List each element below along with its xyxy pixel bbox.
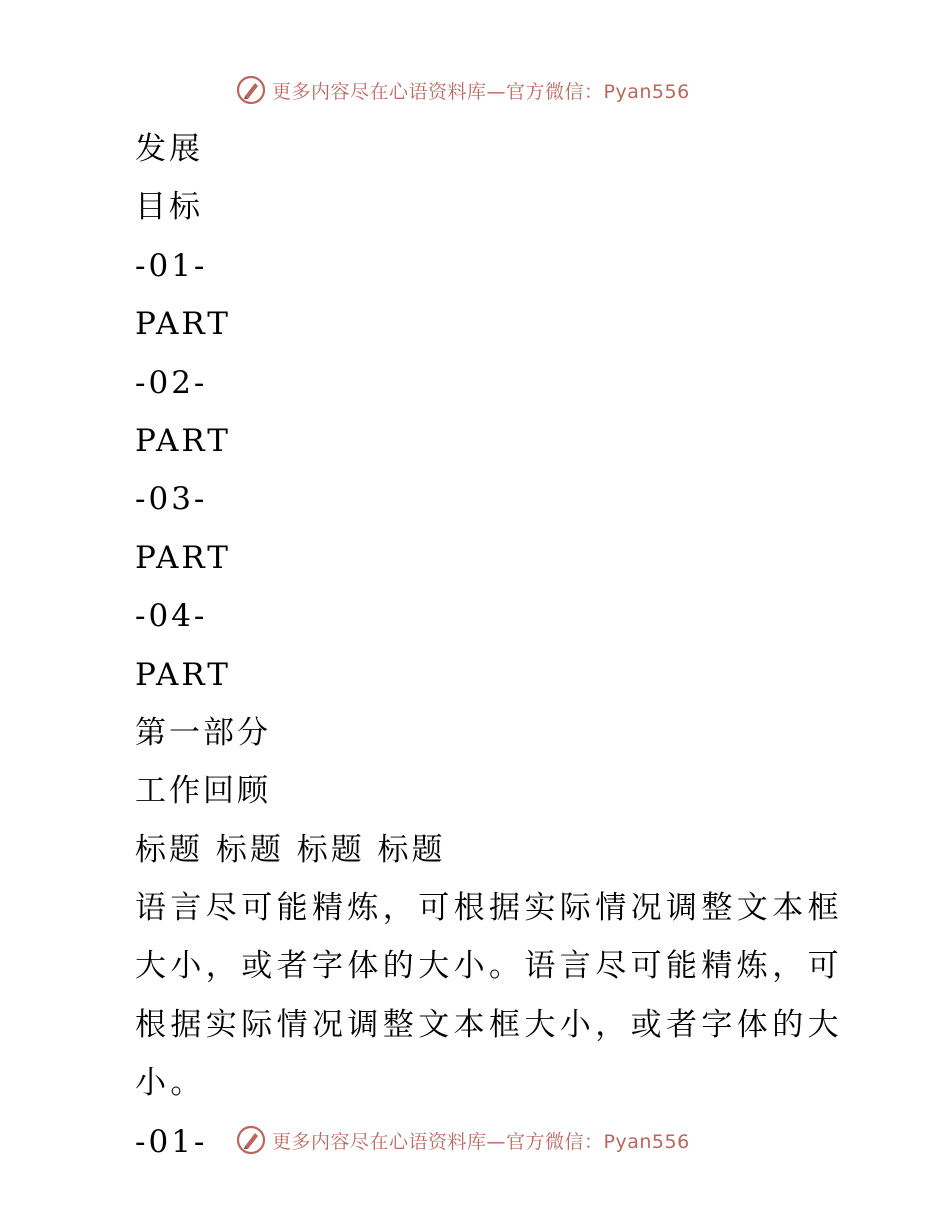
document-body	[135, 120, 865, 1171]
section-subheading: 工作回顾	[135, 773, 271, 810]
footer-watermark	[236, 1123, 690, 1157]
part-label: PART	[135, 539, 231, 576]
watermark-text: 更多内容尽在心语资料库—官方微信：Pyan556	[272, 1130, 690, 1153]
section-number: -01-	[135, 1123, 208, 1160]
part-label: PART	[135, 422, 231, 459]
section-number: -03-	[135, 481, 208, 518]
watermark-text: 更多内容尽在心语资料库—官方微信：Pyan556	[272, 80, 690, 103]
header-watermark	[236, 73, 690, 107]
section-number: -01-	[135, 247, 208, 284]
body-paragraph: 语言尽可能精炼，可根据实际情况调整文本框大小，或者字体的大小。语言尽可能精炼，可根据实际情况调整文本框大小，或者字体的大小。	[135, 890, 843, 1102]
section-number: -04-	[135, 598, 208, 635]
part-label: PART	[135, 656, 231, 693]
part-label: PART	[135, 306, 231, 343]
text-line: 发展	[135, 131, 203, 167]
title-row: 标题 标题 标题 标题	[135, 831, 446, 868]
section-heading: 第一部分	[135, 714, 271, 751]
text-line: 目标	[135, 189, 203, 226]
section-number: -02-	[135, 364, 208, 401]
pen-logo-icon	[236, 75, 266, 105]
pen-logo-icon	[236, 1125, 266, 1155]
